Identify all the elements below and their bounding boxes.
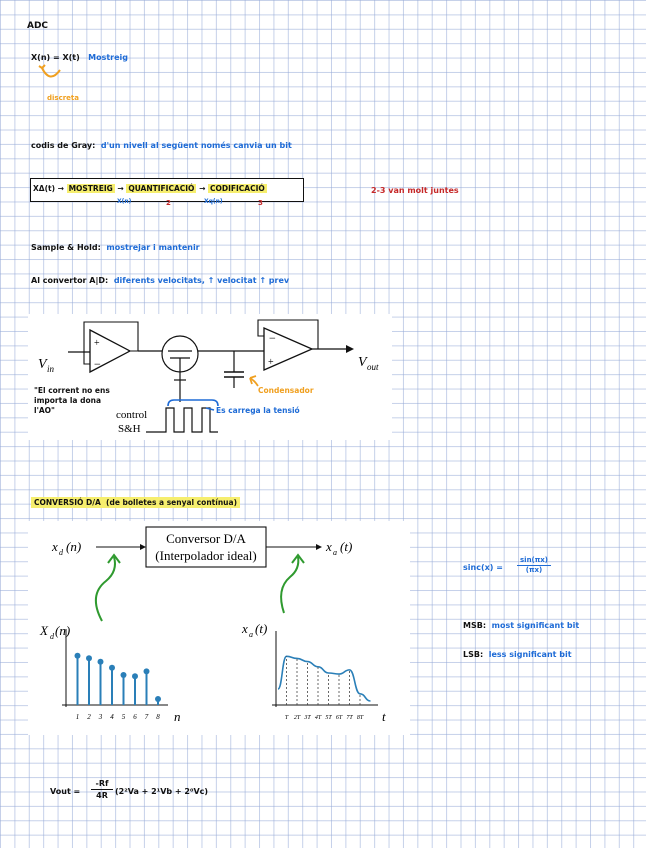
sinc-den: (πx) (525, 566, 543, 574)
sinc-fraction (517, 556, 551, 575)
sample-hold-lead: Sample & Hold: (31, 243, 101, 252)
n-tick-label: 5 (121, 713, 126, 721)
da-diagram-panel (28, 521, 410, 735)
xa-ticks (285, 714, 364, 721)
pipeline-number-2: 2 (166, 199, 171, 207)
sh-circuit-panel (28, 314, 392, 440)
pipeline-input: XΔ(t) → (33, 184, 64, 193)
gray-text: d'un nivell al següent només canvia un bit (100, 141, 292, 150)
stem-point (109, 665, 115, 671)
xa-curve (278, 656, 371, 701)
lsb-line (463, 650, 572, 659)
n-tick-label: 3 (98, 713, 103, 721)
n-axis-label: n (174, 709, 181, 724)
pipeline-row (33, 184, 267, 193)
lsb-lead: LSB: (463, 650, 484, 659)
vout-rhs: (2²Va + 2¹Vb + 2⁰Vc) (115, 787, 209, 796)
vout-den: 4R (96, 791, 108, 800)
svg-text:−: − (269, 331, 276, 345)
sh-circuit-diagram (28, 314, 392, 440)
carrega-label: Es carrega la tensió (216, 406, 300, 415)
vout-sub: out (367, 362, 379, 372)
gray-code-line (31, 141, 292, 150)
green-arrow-left-icon (96, 557, 115, 621)
stem-point (144, 668, 150, 674)
pipeline-step-sampling: MOSTREIG (68, 184, 113, 193)
da-output-arg: (t) (340, 539, 353, 554)
ao-quote (34, 386, 110, 416)
svg-text:+: + (268, 357, 274, 368)
gray-lead: codis de Gray: (31, 141, 96, 150)
n-tick-label: 8 (156, 713, 160, 721)
t-axis-label: t (382, 709, 386, 724)
t-tick-label: 3T (304, 715, 311, 721)
pipeline-sub-xqn: Xq(n) (204, 198, 223, 205)
control-label: control (116, 409, 148, 421)
svg-text:+: + (94, 338, 100, 349)
n-tick-label: 6 (133, 713, 137, 721)
green-arrow-right-icon (281, 557, 298, 613)
pipeline-arrow-1: → (117, 184, 124, 193)
pipeline-sub-xn: X(n) (117, 198, 132, 205)
n-tick-label: 2 (87, 713, 91, 721)
discrete-arrow-icon (36, 64, 66, 84)
vout-lhs: Vout = (50, 787, 81, 796)
da-input-x: x (52, 539, 58, 554)
da-subtitle: (de bolletes a senyal contínua) (106, 498, 237, 507)
control-pulse-train (146, 408, 218, 432)
page-title: ADC (27, 21, 49, 31)
da-input-sub: d (59, 548, 63, 557)
ao-quote-line-2: importa la dona (34, 396, 102, 405)
pipeline-note: 2-3 van molt juntes (371, 186, 459, 195)
t-tick-label: 5T (325, 715, 332, 721)
da-output-x: x (326, 539, 332, 554)
msb-text: most significant bit (491, 621, 580, 630)
stem-point (121, 672, 127, 678)
lsb-text: less significant bit (488, 650, 572, 659)
n-tick-label: 1 (75, 713, 80, 721)
vout-num: -Rf (91, 778, 113, 790)
xa-sample-lines (287, 656, 361, 705)
stem-point (75, 653, 81, 659)
da-box-line-1: Conversor D/A (166, 531, 246, 546)
t-tick-label: 2T (293, 715, 301, 721)
n-tick-label: 7 (144, 713, 149, 721)
pipeline-step-coding: CODIFICACIÓ (209, 184, 265, 193)
xa-plot-sub: a (249, 630, 253, 639)
sample-hold-text: mostrejar i mantenir (106, 243, 200, 252)
t-tick-label: 6T (335, 715, 343, 721)
stem-point (132, 673, 138, 679)
converter-lead: Al convertor A|D: (31, 276, 109, 285)
da-output-sub: a (333, 548, 337, 557)
da-input-arg: (n) (66, 539, 82, 554)
da-diagram (28, 521, 410, 735)
pipeline-number-3: 3 (258, 199, 263, 207)
vout-fraction (91, 778, 113, 801)
da-title: CONVERSIÓ D/A (34, 498, 101, 507)
svg-text:−: − (94, 357, 101, 371)
sampling-equation (31, 53, 128, 62)
vin-sub: in (47, 364, 55, 374)
sample-hold-line (31, 243, 200, 252)
msb-line (463, 621, 579, 630)
t-tick-label: 4T (314, 715, 322, 721)
sh-label: S&H (118, 423, 141, 435)
xd-plot-sub: d (50, 632, 54, 641)
n-tick-label: 4 (110, 713, 114, 721)
t-tick-label: T (284, 715, 289, 721)
ao-quote-line-1: "El corrent no ens (34, 386, 110, 395)
sinc-num: sin(πx) (517, 556, 551, 566)
xd-ticks (76, 713, 161, 721)
xd-plot-arg: (n) (55, 623, 71, 638)
vin-label: V (38, 357, 47, 372)
stem-point (98, 659, 104, 665)
pipeline-step-quantization: QUANTIFICACIÓ (128, 184, 195, 193)
da-box-line-2: (Interpolador ideal) (155, 548, 257, 563)
sampling-label: Mostreig (88, 53, 129, 62)
msb-lead: MSB: (463, 621, 487, 630)
xd-stems (75, 653, 162, 705)
converter-line (31, 276, 289, 285)
stem-point (86, 655, 92, 661)
xd-plot-x: X (40, 623, 48, 638)
sinc-lhs: sinc(x) = (463, 563, 503, 572)
pipeline-arrow-2: → (199, 184, 206, 193)
xa-plot-x: x (242, 621, 248, 636)
condensador-label: Condensador (258, 386, 314, 395)
charge-brace-icon (168, 400, 218, 406)
converter-text: diferents velocitats, ↑ velocitat ↑ prev (113, 276, 290, 285)
discrete-label: discreta (47, 94, 79, 102)
ao-quote-line-3: l'AO" (34, 406, 55, 415)
t-tick-label: 7T (346, 715, 353, 721)
da-section-title (31, 497, 240, 508)
vout-label: V (358, 355, 367, 370)
t-tick-label: 8T (356, 715, 364, 721)
stem-point (155, 696, 161, 702)
sampling-eq-text: X(n) = X(t) (31, 53, 80, 62)
xa-plot-arg: (t) (255, 621, 268, 636)
